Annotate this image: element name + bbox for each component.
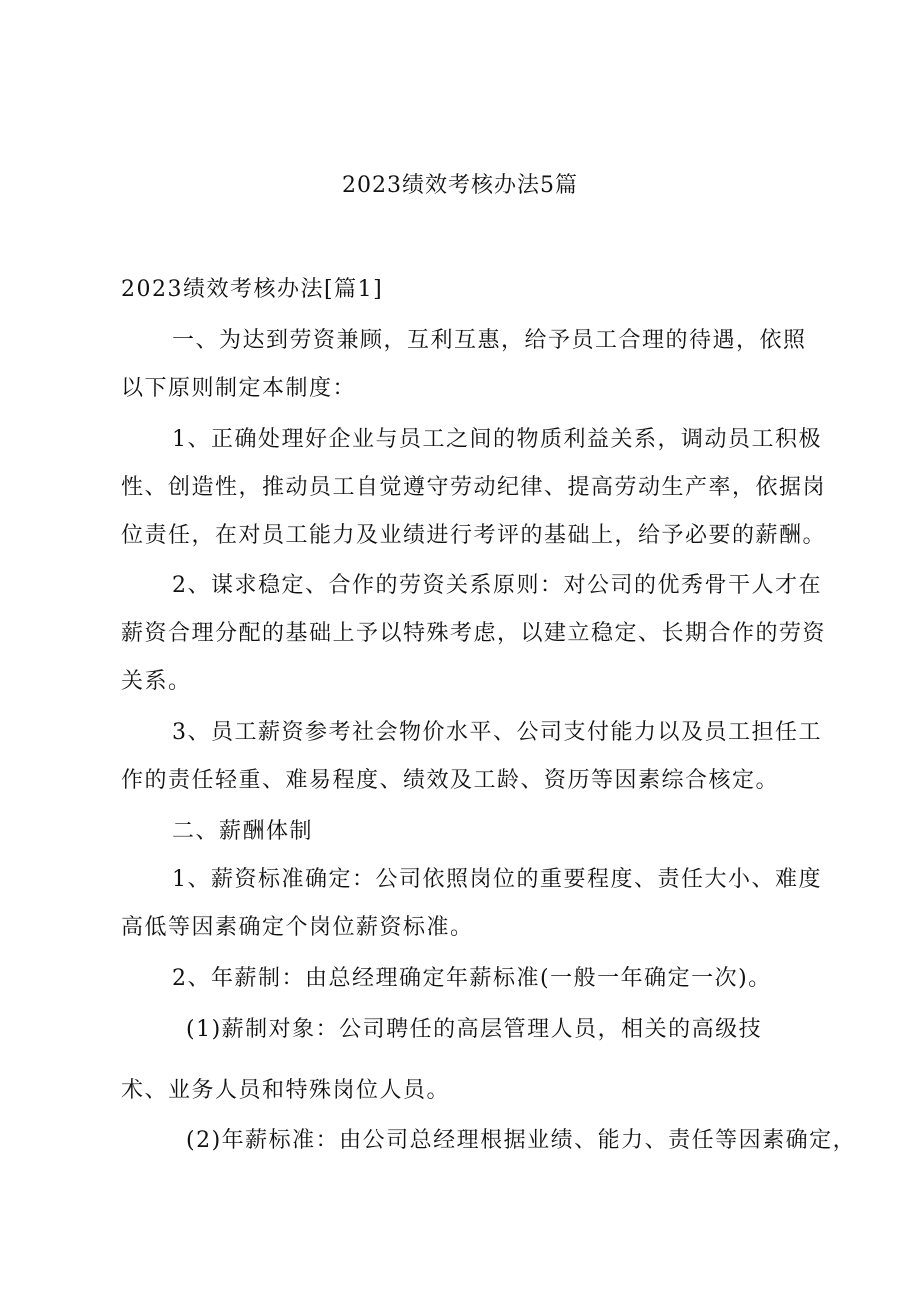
paragraph-line: 3、员工薪资参考社会物价水平、公司支付能力以及员工担任工	[172, 720, 822, 745]
paragraph-line: 性、创造性，推动员工自觉遵守劳动纪律、提高劳动生产率，依据岗	[121, 475, 827, 500]
paragraph-line: 一、为达到劳资兼顾，互利互惠，给予员工合理的待遇，依照	[172, 328, 807, 353]
paragraph-line: (2)年薪标准：由公司总经理根据业绩、能力、责任等因素确定，	[186, 1128, 857, 1153]
document-title: 2023绩效考核办法5篇	[342, 173, 578, 198]
paragraph-line: (1)薪制对象：公司聘任的高层管理人员，相关的高级技	[186, 1017, 763, 1042]
paragraph-line: 关系。	[121, 669, 192, 694]
paragraph-line: 位责任，在对员工能力及业绩进行考评的基础上，给予必要的薪酬。	[121, 523, 827, 548]
paragraph-line: 作的责任轻重、难易程度、绩效及工龄、资历等因素综合核定。	[121, 768, 780, 793]
section-heading: 2023绩效考核办法[篇1]	[121, 277, 384, 302]
paragraph-line: 术、业务人员和特殊岗位人员。	[121, 1078, 451, 1103]
paragraph-line: 以下原则制定本制度：	[121, 376, 357, 401]
paragraph-line: 2、谋求稳定、合作的劳资关系原则：对公司的优秀骨干人才在	[172, 573, 822, 598]
paragraph-line: 1、正确处理好企业与员工之间的物质利益关系，调动员工积极	[172, 427, 822, 452]
paragraph-line: 2、年薪制：由总经理确定年薪标准(一般一年确定一次)。	[172, 966, 772, 991]
paragraph-line: 薪资合理分配的基础上予以特殊考虑，以建立稳定、长期合作的劳资	[121, 621, 827, 646]
paragraph-line: 1、薪资标准确定：公司依照岗位的重要程度、责任大小、难度	[172, 867, 822, 892]
section-subheading: 二、薪酬体制	[172, 819, 314, 844]
paragraph-line: 高低等因素确定个岗位薪资标准。	[121, 915, 474, 940]
